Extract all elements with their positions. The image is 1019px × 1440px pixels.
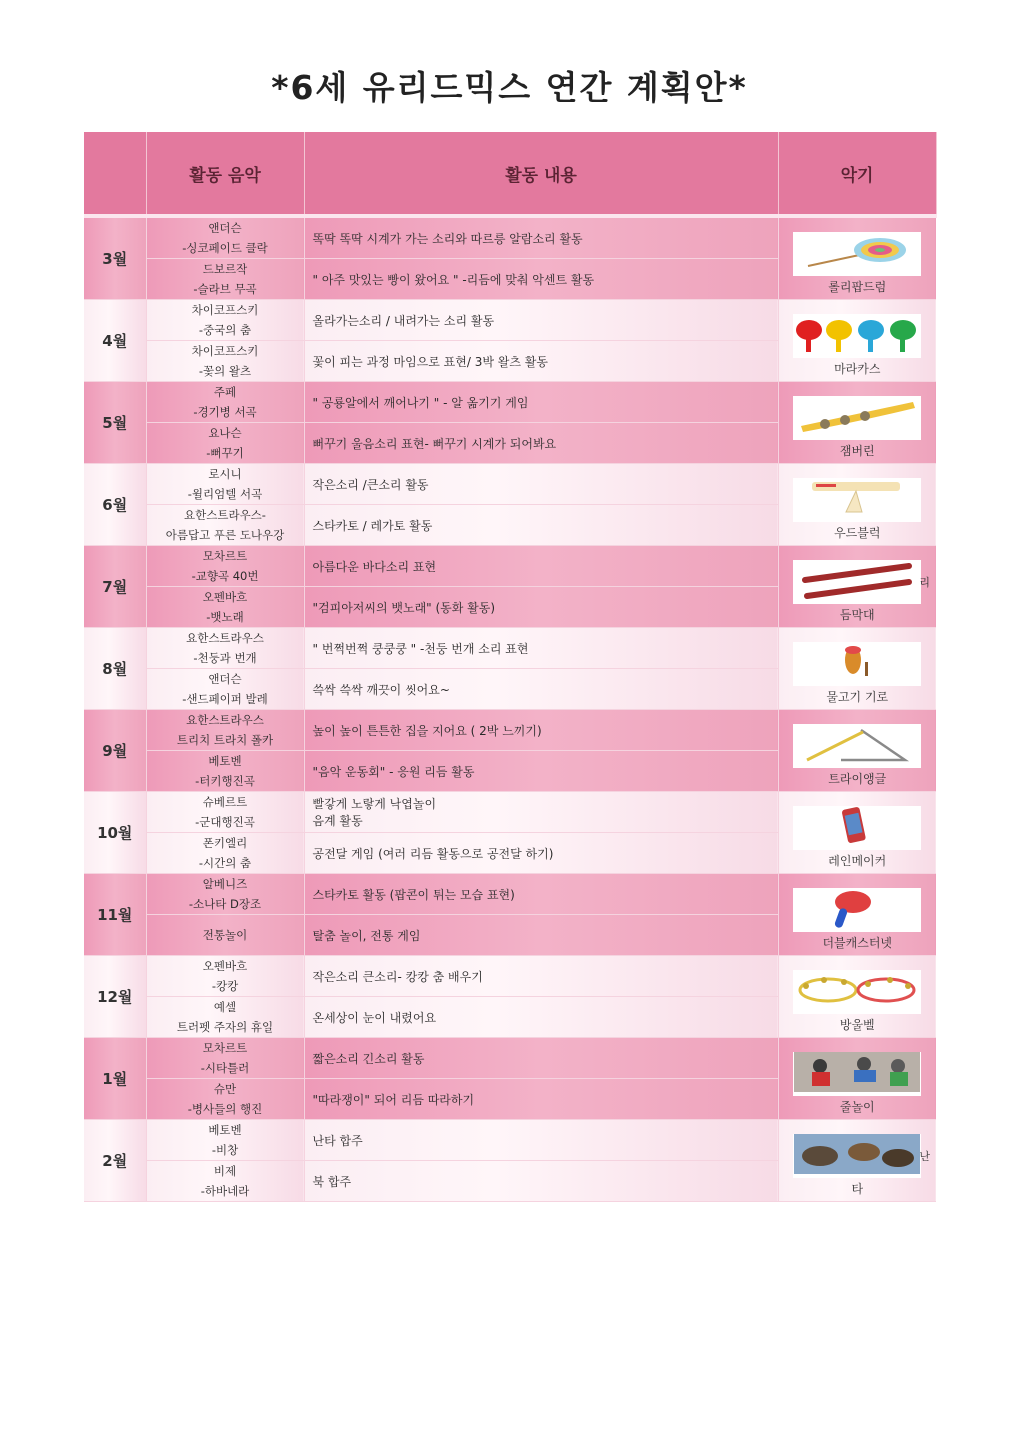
activity-content: 올라가는소리 / 내려가는 소리 활동 [304,300,778,341]
maracas-icon [793,314,921,358]
instrument-label: 듬막대 [839,608,875,622]
instrument-side-text: 난 [919,1150,930,1163]
activity-music: 요한스트라우스- 아름답고 푸른 도나우강 [146,505,304,546]
instrument-cell [778,792,936,874]
table-row [84,628,936,669]
instrument-label: 방울벨 [839,1018,875,1032]
header-content: 활동 내용 [304,132,778,216]
activity-content: 탈춤 놀이, 전통 게임 [304,915,778,956]
plan-body [84,216,936,1202]
lollipop-drum-icon [793,232,921,276]
instrument-cell [778,710,936,792]
instrument-label: 타 [851,1182,864,1196]
triangle-icon [793,724,921,768]
instrument-label: 트라이앵글 [828,772,887,786]
activity-music: 예셀 트러펫 주자의 휴일 [146,997,304,1038]
activity-content: 뻐꾸기 울음소리 표현- 뻐꾸기 시계가 되어봐요 [304,423,778,464]
table-row [84,546,936,587]
activity-music: 앤더슨 -싱코페이드 클락 [146,216,304,259]
activity-content: 똑딱 똑딱 시계가 가는 소리와 따르릉 알람소리 활동 [304,216,778,259]
instrument-cell [778,464,936,546]
month-label: 3월 [84,216,146,300]
instrument-cell [778,546,936,628]
table-row [84,710,936,751]
table-row [84,300,936,341]
activity-content: 높이 높이 튼튼한 집을 지어요 ( 2박 느끼기) [304,710,778,751]
instrument-label: 마라카스 [834,362,881,376]
activity-music: 모차르트 -시타틀러 [146,1038,304,1079]
instrument-cell [778,1038,936,1120]
activity-music: 주페 -경기병 서곡 [146,382,304,423]
month-label: 2월 [84,1120,146,1202]
instrument-label: 잼버린 [839,444,875,458]
table-row [84,464,936,505]
table-row [84,1038,936,1079]
activity-content: "음악 운동회" - 응원 리듬 활동 [304,751,778,792]
instrument-label: 우드블럭 [834,526,881,540]
month-label: 7월 [84,546,146,628]
month-label: 1월 [84,1038,146,1120]
month-label: 8월 [84,628,146,710]
table-row [84,792,936,833]
instrument-cell [778,628,936,710]
month-label: 10월 [84,792,146,874]
activity-music: 드보르작 -슬라브 무곡 [146,259,304,300]
month-label: 6월 [84,464,146,546]
activity-content: 공전달 게임 (여러 리듬 활동으로 공전달 하기) [304,833,778,874]
header-row [84,132,936,216]
instrument-cell [778,382,936,464]
month-label: 11월 [84,874,146,956]
activity-music: 베토벤 -터키행진곡 [146,751,304,792]
month-label: 5월 [84,382,146,464]
activity-music: 전통놀이 [146,915,304,956]
table-row [84,382,936,423]
activity-content: " 아주 맛있는 빵이 왔어요 " -리듬에 맞춰 악센트 활동 [304,259,778,300]
activity-content: 스타카토 활동 (팝콘이 튀는 모습 표현) [304,874,778,915]
rainmaker-icon [793,806,921,850]
instrument-label: 줄놀이 [839,1100,875,1114]
instrument-label: 롤리팝드럼 [828,280,887,294]
activity-music: 오펜바흐 -캉캉 [146,956,304,997]
header-month [84,132,146,216]
activity-music: 슈만 -병사들의 행진 [146,1079,304,1120]
activity-music: 슈베르트 -군대행진곡 [146,792,304,833]
rope-play-icon [793,1052,921,1096]
activity-content: 난타 합주 [304,1120,778,1161]
activity-music: 앤더슨 -샌드페이퍼 발레 [146,669,304,710]
page-title: *6세 유리드믹스 연간 계획안* [271,68,748,107]
annual-plan-table [84,132,937,1202]
activity-content: 꽃이 피는 과정 마임으로 표현/ 3박 왈츠 활동 [304,341,778,382]
activity-content: 작은소리 큰소리- 캉캉 춤 배우기 [304,956,778,997]
wood-block-icon [793,478,921,522]
activity-music: 베토벤 -비창 [146,1120,304,1161]
activity-music: 요나슨 -뻐꾸기 [146,423,304,464]
table-row [84,216,936,259]
activity-content: 북 합주 [304,1161,778,1202]
table-row [84,1120,936,1161]
double-castanet-icon [793,888,921,932]
activity-content: 쓱싹 쓱싹 깨끗이 씻어요~ [304,669,778,710]
activity-music: 오펜바흐 -뱃노래 [146,587,304,628]
instrument-label: 더블캐스터넷 [822,936,893,950]
activity-content: 작은소리 /큰소리 활동 [304,464,778,505]
activity-music: 알베니즈 -소나타 D장조 [146,874,304,915]
activity-music: 모차르트 -교향곡 40번 [146,546,304,587]
activity-music: 비제 -하바네라 [146,1161,304,1202]
activity-content: 짧은소리 긴소리 활동 [304,1038,778,1079]
header-instrument: 악기 [778,132,936,216]
bell-ring-icon [793,970,921,1014]
instrument-side-text: 리 [919,576,930,589]
table-row [84,956,936,997]
instrument-label: 레인메이커 [828,854,887,868]
instrument-cell [778,1120,936,1202]
activity-content: 온세상이 눈이 내렸어요 [304,997,778,1038]
activity-content: " 공룡알에서 깨어나기 " - 알 옮기기 게임 [304,382,778,423]
activity-music: 요한스트라우스 -천둥과 번개 [146,628,304,669]
activity-content: "검피아저씨의 뱃노래" (동화 활동) [304,587,778,628]
month-label: 12월 [84,956,146,1038]
instrument-cell [778,216,936,300]
activity-music: 로시니 -윌리엄텔 서곡 [146,464,304,505]
activity-music: 차이코프스키 -꽃의 왈츠 [146,341,304,382]
table-row [84,874,936,915]
instrument-cell [778,956,936,1038]
activity-content: " 번쩍번쩍 쿵쿵쿵 " -천둥 번개 소리 표현 [304,628,778,669]
activity-content: 빨갛게 노랗게 낙엽놀이 음계 활동 [304,792,778,833]
month-label: 4월 [84,300,146,382]
instrument-label: 물고기 기로 [826,690,889,704]
activity-music: 요한스트라우스 트리치 트라치 폴카 [146,710,304,751]
activity-content: 아름다운 바다소리 표현 [304,546,778,587]
header-music: 활동 음악 [146,132,304,216]
activity-content: 스타카토 / 레가토 활동 [304,505,778,546]
month-label: 9월 [84,710,146,792]
instrument-cell [778,874,936,956]
jingle-stick-icon [793,396,921,440]
activity-content: "따라쟁이" 되어 리듬 따라하기 [304,1079,778,1120]
activity-music: 차이코프스키 -중국의 춤 [146,300,304,341]
nanta-drums-icon [793,1134,921,1178]
fish-guiro-icon [793,642,921,686]
rhythm-sticks-icon [793,560,921,604]
activity-music: 폰키엘리 -시간의 춤 [146,833,304,874]
instrument-cell [778,300,936,382]
